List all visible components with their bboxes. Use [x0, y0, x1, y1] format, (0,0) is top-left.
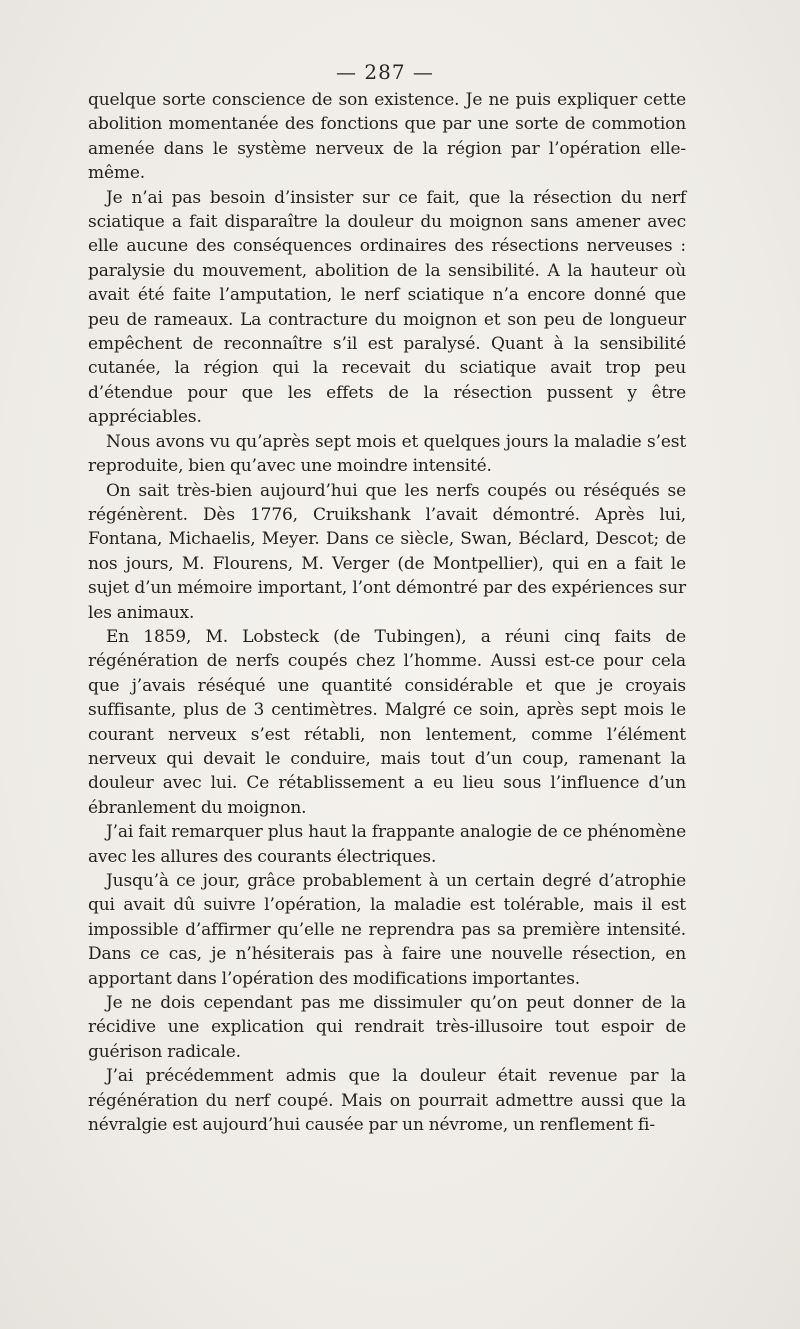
paragraph-current-state: Jusqu’à ce jour, grâce probablement à un certain degré d’atrophie qui avait dû suivre l’opération, la maladie est tolérable, mais il est impossible d’affirmer qu’elle ne reprendra pas sa première intensité. Dans ce cas, je n’hésiterais pas à faire une nouvelle résection, en apportant dans l’opération des modifications importantes.	[88, 871, 686, 989]
paragraph-recurrence: Nous avons vu qu’après sept mois et quelques jours la maladie s’est reproduite, bien qu’avec une moindre intensité.	[88, 431, 686, 477]
paragraph-sciatic-resection: Je n’ai pas besoin d’insister sur ce fait, que la résection du nerf sciatique a fait disparaître la douleur du moignon sans amener avec elle aucune des conséquences ordinaires des résections nerveuses : paralysie du mouvement, abolition de la sensibilité. A la hauteur où avait été faite l’amputation, le nerf sciatique n’a encore donné que peu de rameaux. La contracture du moignon et son peu de longueur empêchent de reconnaître s’il est paralysé. Quant à la sensibilité cutanée, la région qui la recevait du sciatique avait trop peu d’étendue pour que les effets de la résection pussent y être appréciables.	[88, 187, 686, 428]
paragraph-continued: quelque sorte conscience de son existence. Je ne puis expliquer cette abolition momentanée des fonctions que par une sorte de commotion amenée dans le système nerveux de la région par l’opération elle-même.	[88, 90, 686, 184]
paragraph-nerve-regeneration: On sait très-bien aujourd’hui que les nerfs coupés ou réséqués se régénèrent. Dès 1776, Cruikshank l’avait démontré. Après lui, Fontana, Michaelis, Meyer. Dans ce siècle, Swan, Béclard, Descot; de nos jours, M. Flourens, M. Verger (de Montpellier), qui en a fait le sujet d’un mémoire important, l’ont démontré par des expériences sur les animaux.	[88, 480, 686, 623]
paragraph-alternative-explanation: Je ne dois cependant pas me dissimuler qu’on peut donner de la récidive une explication qui rendrait très-illusoire tout espoir de guérison radicale.	[88, 993, 686, 1062]
paragraph-lobsteck: En 1859, M. Lobsteck (de Tubingen), a réuni cinq faits de régénération de nerfs coupés chez l’homme. Aussi est-ce pour cela que j’avais réséqué une quantité considérable et que je croyais suffisante, plus de 3 centimètres. Malgré ce soin, après sept mois le courant nerveux s’est rétabli, non lentement, comme l’élément nerveux qui devait le conduire, mais tout d’un coup, ramenant la douleur avec lui. Ce rétablissement a eu lieu sous l’influence d’un ébranlement du moignon.	[88, 626, 686, 818]
paragraph-neuroma: J’ai précédemment admis que la douleur était revenue par la régénération du nerf coupé. Mais on pourrait admettre aussi que la névralgie est aujourd’hui causée par un névrome, un renflement fi-	[88, 1066, 686, 1136]
paragraph-electrical-analogy: J’ai fait remarquer plus haut la frappante analogie de ce phénomène avec les allures des courants électriques.	[88, 822, 686, 867]
page-number: — 287 —	[336, 60, 434, 84]
body-text	[88, 88, 686, 1137]
